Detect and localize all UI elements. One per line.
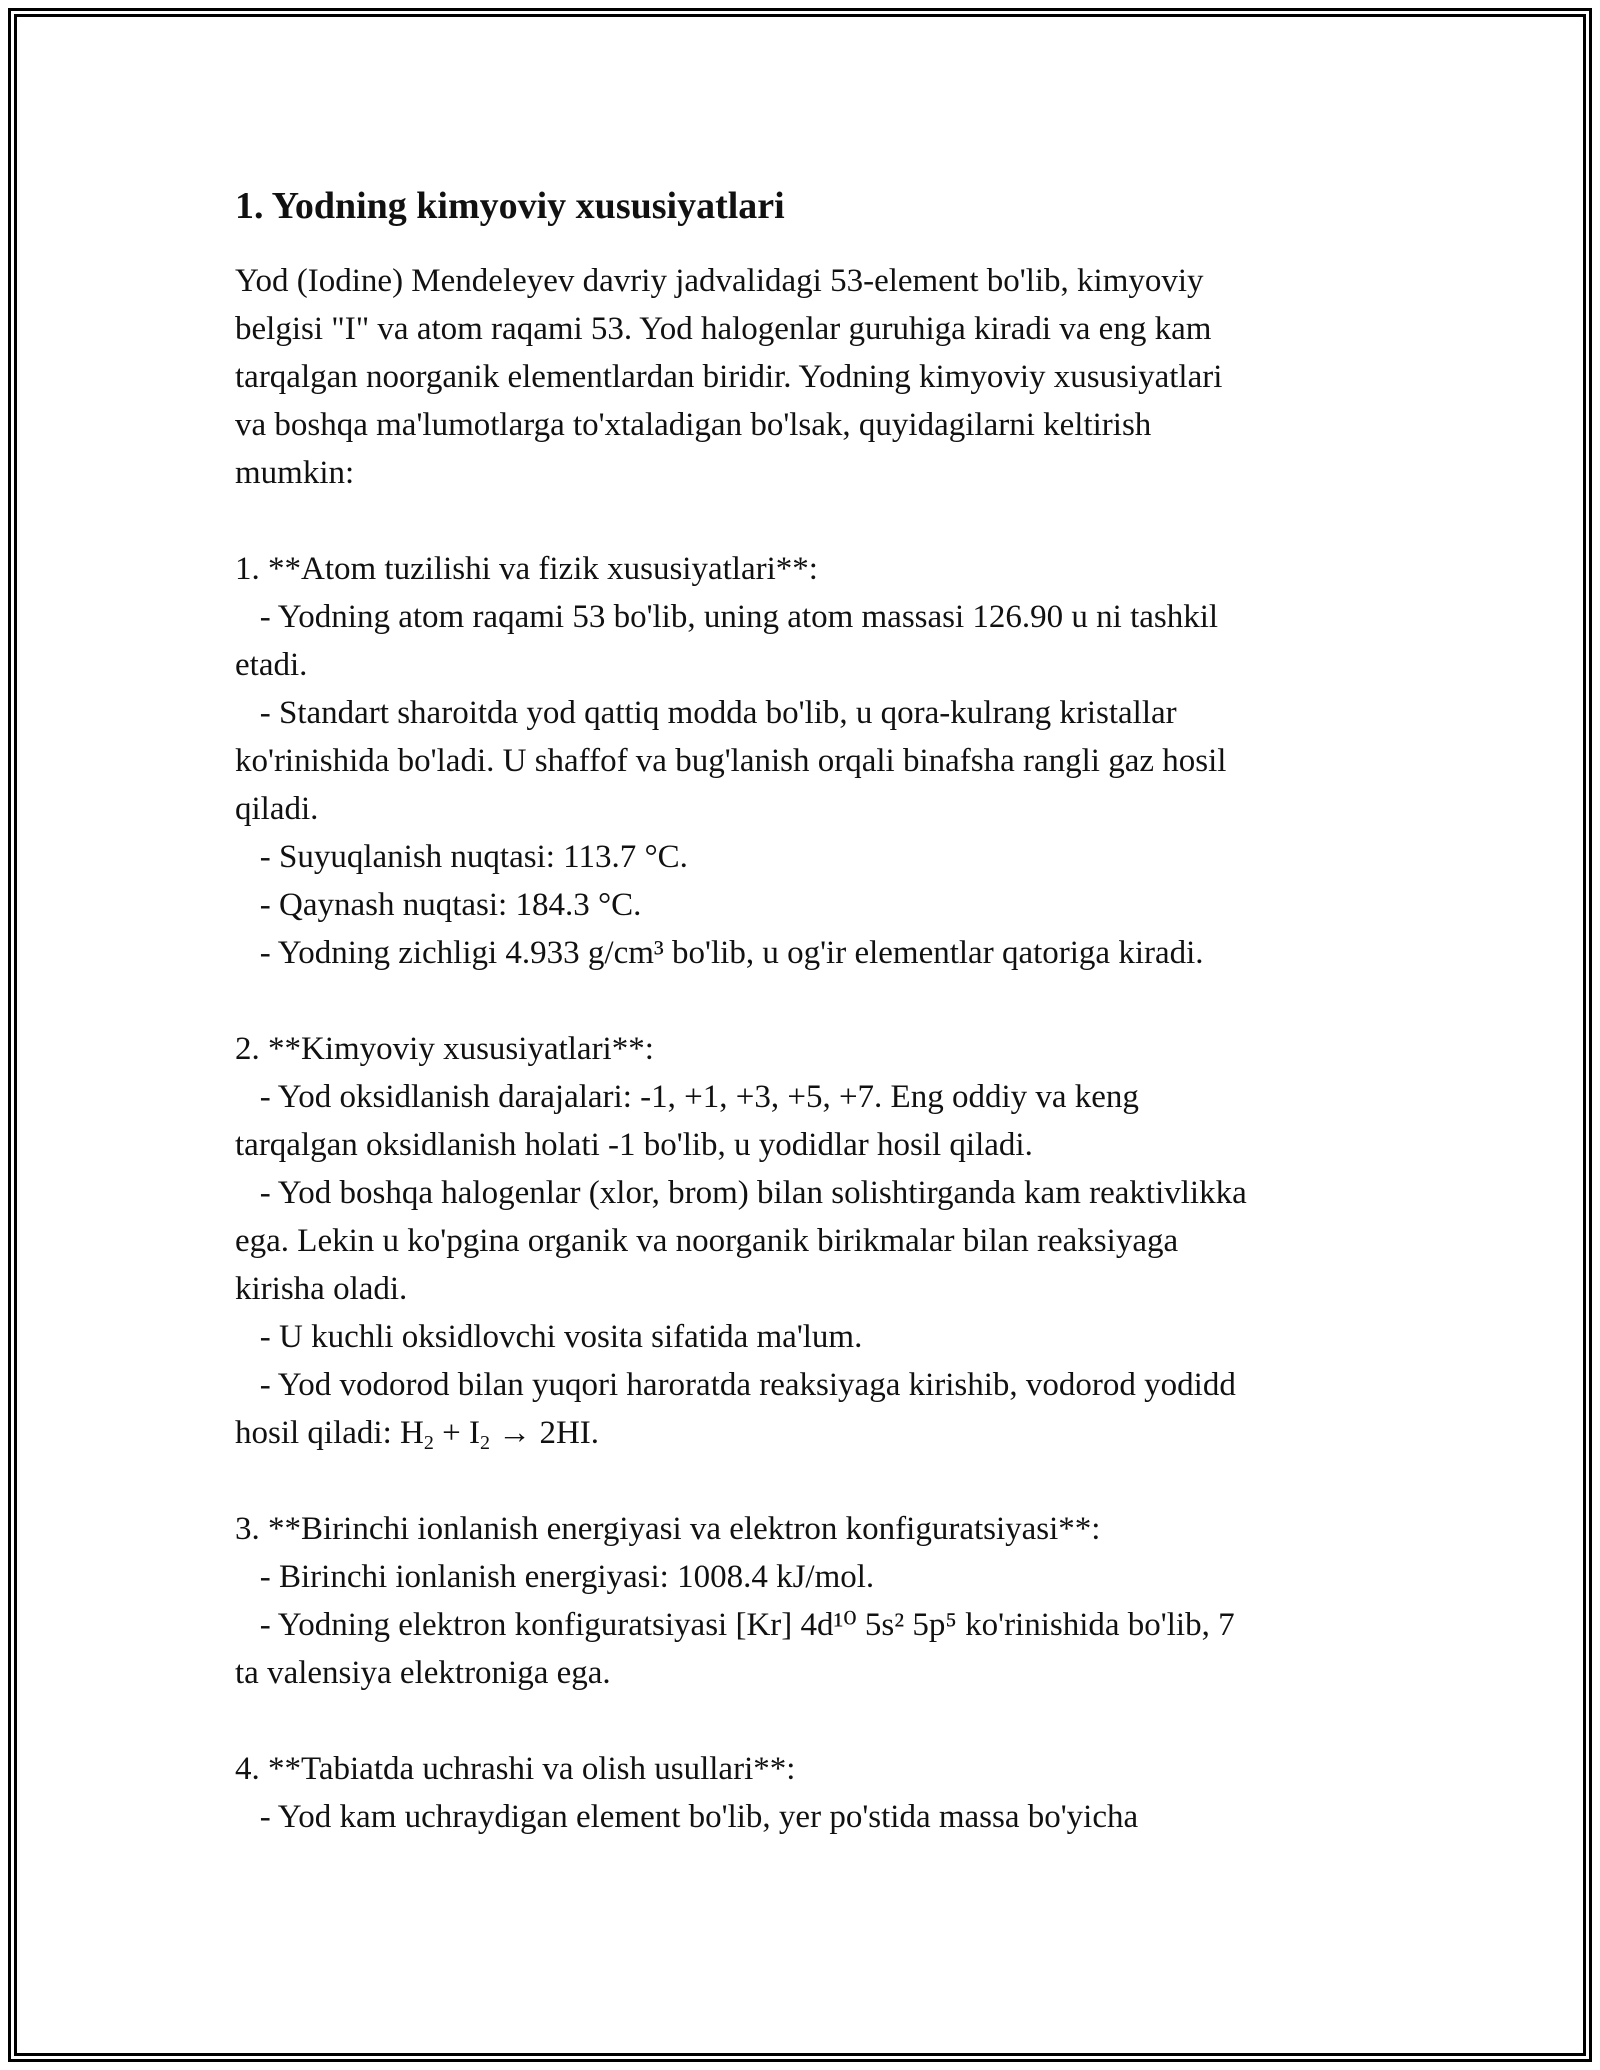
text-line: qiladi.	[235, 790, 319, 827]
text-line: - Yodning elektron konfiguratsiyasi [Kr] 4d¹⁰ 5s² 5p⁵ ko'rinishida bo'lib, 7	[235, 1606, 1235, 1643]
text-line: - Yodning zichligi 4.933 g/cm³ bo'lib, u og'ir elementlar qatoriga kiradi.	[235, 934, 1204, 971]
text-line: Yod (Iodine) Mendeleyev davriy jadvalidagi 53-element bo'lib, kimyoviy	[235, 262, 1204, 299]
equation-line	[235, 1409, 1375, 1457]
text-line: tarqalgan noorganik elementlardan biridir. Yodning kimyoviy xususiyatlari	[235, 358, 1223, 395]
text-line: - Standart sharoitda yod qattiq modda bo'lib, u qora-kulrang kristallar	[235, 694, 1177, 731]
text-line: - Yod boshqa halogenlar (xlor, brom) bilan solishtirganda kam reaktivlikka	[235, 1174, 1247, 1211]
equation-prefix: hosil qiladi: H	[235, 1414, 424, 1451]
text-line: 2. **Kimyoviy xususiyatlari**:	[235, 1030, 654, 1067]
text-line: ko'rinishida bo'ladi. U shaffof va bug'lanish orqali binafsha rangli gaz hosil	[235, 742, 1227, 779]
text-line: - Yodning atom raqami 53 bo'lib, uning atom massasi 126.90 u ni tashkil	[235, 598, 1219, 635]
text-line: - U kuchli oksidlovchi vosita sifatida ma'lum.	[235, 1318, 863, 1355]
text-line: - Yod kam uchraydigan element bo'lib, yer po'stida massa bo'yicha	[235, 1798, 1139, 1835]
text-line: tarqalgan oksidlanish holati -1 bo'lib, u yodidlar hosil qiladi.	[235, 1126, 1033, 1163]
text-line: ega. Lekin u ko'pgina organik va noorganik birikmalar bilan reaksiyaga	[235, 1222, 1179, 1259]
text-line: va boshqa ma'lumotlarga to'xtaladigan bo'lsak, quyidagilarni keltirish	[235, 406, 1152, 443]
document-paragraphs-continued	[235, 1457, 1375, 1841]
document-title: 1. Yodning kimyoviy xususiyatlari	[235, 185, 785, 227]
blank-line	[235, 977, 1375, 1025]
text-line: - Suyuqlanish nuqtasi: 113.7 °C.	[235, 838, 688, 875]
blank-line	[235, 1457, 1375, 1505]
text-line: - Birinchi ionlanish energiyasi: 1008.4 kJ/mol.	[235, 1558, 875, 1595]
text-line: ta valensiya elektroniga ega.	[235, 1654, 611, 1691]
equation-subscript-2: 2	[479, 1431, 490, 1454]
equation-suffix: → 2HI.	[489, 1414, 600, 1451]
blank-line	[235, 497, 1375, 545]
document-body	[235, 184, 1375, 1841]
text-line: mumkin:	[235, 454, 355, 491]
equation-subscript-1: 2	[423, 1431, 434, 1454]
text-line: 3. **Birinchi ionlanish energiyasi va elektron konfiguratsiyasi**:	[235, 1510, 1101, 1547]
text-line: kirisha oladi.	[235, 1270, 408, 1307]
text-line: - Yod vodorod bilan yuqori haroratda reaksiyaga kirishib, vodorod yodidd	[235, 1366, 1236, 1403]
equation-middle: + I	[433, 1414, 480, 1451]
text-line: etadi.	[235, 646, 308, 683]
text-line: 4. **Tabiatda uchrashi va olish usullari**:	[235, 1750, 796, 1787]
text-line: - Qaynash nuqtasi: 184.3 °C.	[235, 886, 642, 923]
document-paragraphs	[235, 257, 1375, 1409]
text-line: belgisi "I" va atom raqami 53. Yod halogenlar guruhiga kiradi va eng kam	[235, 310, 1212, 347]
text-line: 1. **Atom tuzilishi va fizik xususiyatlari**:	[235, 550, 818, 587]
blank-line	[235, 1697, 1375, 1745]
text-line: - Yod oksidlanish darajalari: -1, +1, +3, +5, +7. Eng oddiy va keng	[235, 1078, 1139, 1115]
